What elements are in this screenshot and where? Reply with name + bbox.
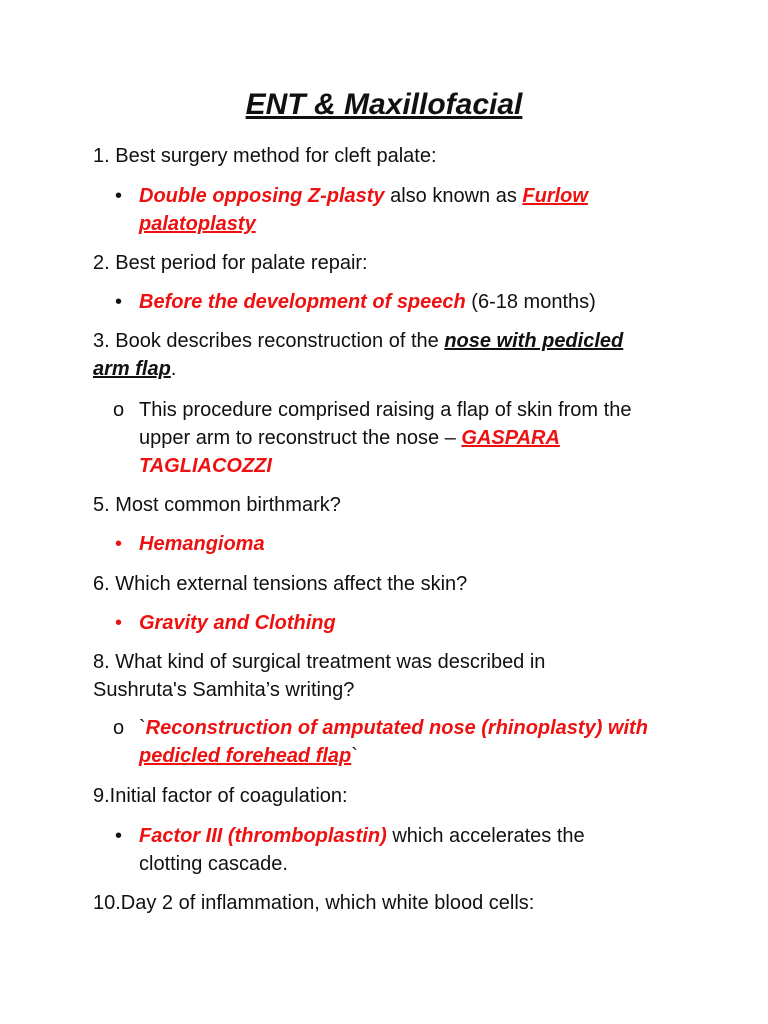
answer-3-red: GASPARA xyxy=(461,427,560,449)
answer-3-line-1: This procedure comprised raising a flap of skin from the xyxy=(139,399,632,421)
answer-3-line-2 xyxy=(139,424,560,452)
question-1: 1. Best surgery method for cleft palate: xyxy=(93,145,437,167)
answer-2-rest: (6-18 months) xyxy=(465,291,596,313)
answer-9-line-2: clotting cascade. xyxy=(139,853,288,875)
question-9: 9.Initial factor of coagulation: xyxy=(93,785,348,807)
question-8-line-1: 8. What kind of surgical treatment was described in xyxy=(93,651,546,673)
question-3-dot: . xyxy=(170,358,177,380)
question-3-line-2 xyxy=(93,355,176,383)
answer-5-red: Hemangioma xyxy=(139,533,265,555)
answer-8-line-2 xyxy=(139,742,358,770)
answer-3-red-2: TAGLIACOZZI xyxy=(139,455,272,477)
question-6: 6. Which external tensions affect the skin? xyxy=(93,573,468,595)
answer-9-line-1 xyxy=(139,822,585,850)
answer-8-tick-2: ` xyxy=(351,745,358,767)
page-title: ENT & Maxillofacial xyxy=(245,88,523,121)
bullet-icon: • xyxy=(115,612,123,634)
answer-8-line-1 xyxy=(139,714,648,742)
answer-3-text: upper arm to reconstruct the nose – xyxy=(139,427,462,449)
circle-bullet-icon: o xyxy=(113,717,125,739)
answer-1-red-2: Furlow xyxy=(522,185,588,207)
question-3-line-1 xyxy=(93,327,623,355)
answer-6-red: Gravity and Clothing xyxy=(139,612,336,634)
bullet-icon: • xyxy=(115,825,123,847)
answer-1-red-3: palatoplasty xyxy=(139,213,256,235)
answer-1-mid: also known as xyxy=(384,185,523,207)
answer-2-red: Before the development of speech xyxy=(139,291,466,313)
answer-8-red: Reconstruction of amputated nose (rhinoplasty) with xyxy=(145,717,648,739)
answer-5 xyxy=(139,530,265,558)
bullet-icon: • xyxy=(115,291,123,313)
answer-9-rest: which accelerates the xyxy=(386,825,585,847)
answer-1-line-1 xyxy=(139,182,588,210)
question-5: 5. Most common birthmark? xyxy=(93,494,341,516)
question-3-bold-2: arm flap xyxy=(93,358,171,380)
answer-1-line-2 xyxy=(139,210,256,238)
answer-2 xyxy=(139,288,596,316)
question-2: 2. Best period for palate repair: xyxy=(93,252,368,274)
circle-bullet-icon: o xyxy=(113,399,125,421)
answer-8-red-2: pedicled forehead flap xyxy=(139,745,352,767)
question-3-lead: 3. Book describes reconstruction of the xyxy=(93,330,445,352)
bullet-icon: • xyxy=(115,533,123,555)
question-10: 10.Day 2 of inflammation, which white blood cells: xyxy=(93,892,535,914)
answer-8-tick: ` xyxy=(139,717,146,739)
question-3-bold: nose with pedicled xyxy=(444,330,624,352)
bullet-icon: • xyxy=(115,185,123,207)
answer-3-line-3 xyxy=(139,452,272,480)
answer-9-red: Factor III (thromboplastin) xyxy=(139,825,387,847)
answer-1-red: Double opposing Z-plasty xyxy=(139,185,385,207)
question-8-line-2: Sushruta's Samhita’s writing? xyxy=(93,679,355,701)
answer-6 xyxy=(139,609,336,637)
